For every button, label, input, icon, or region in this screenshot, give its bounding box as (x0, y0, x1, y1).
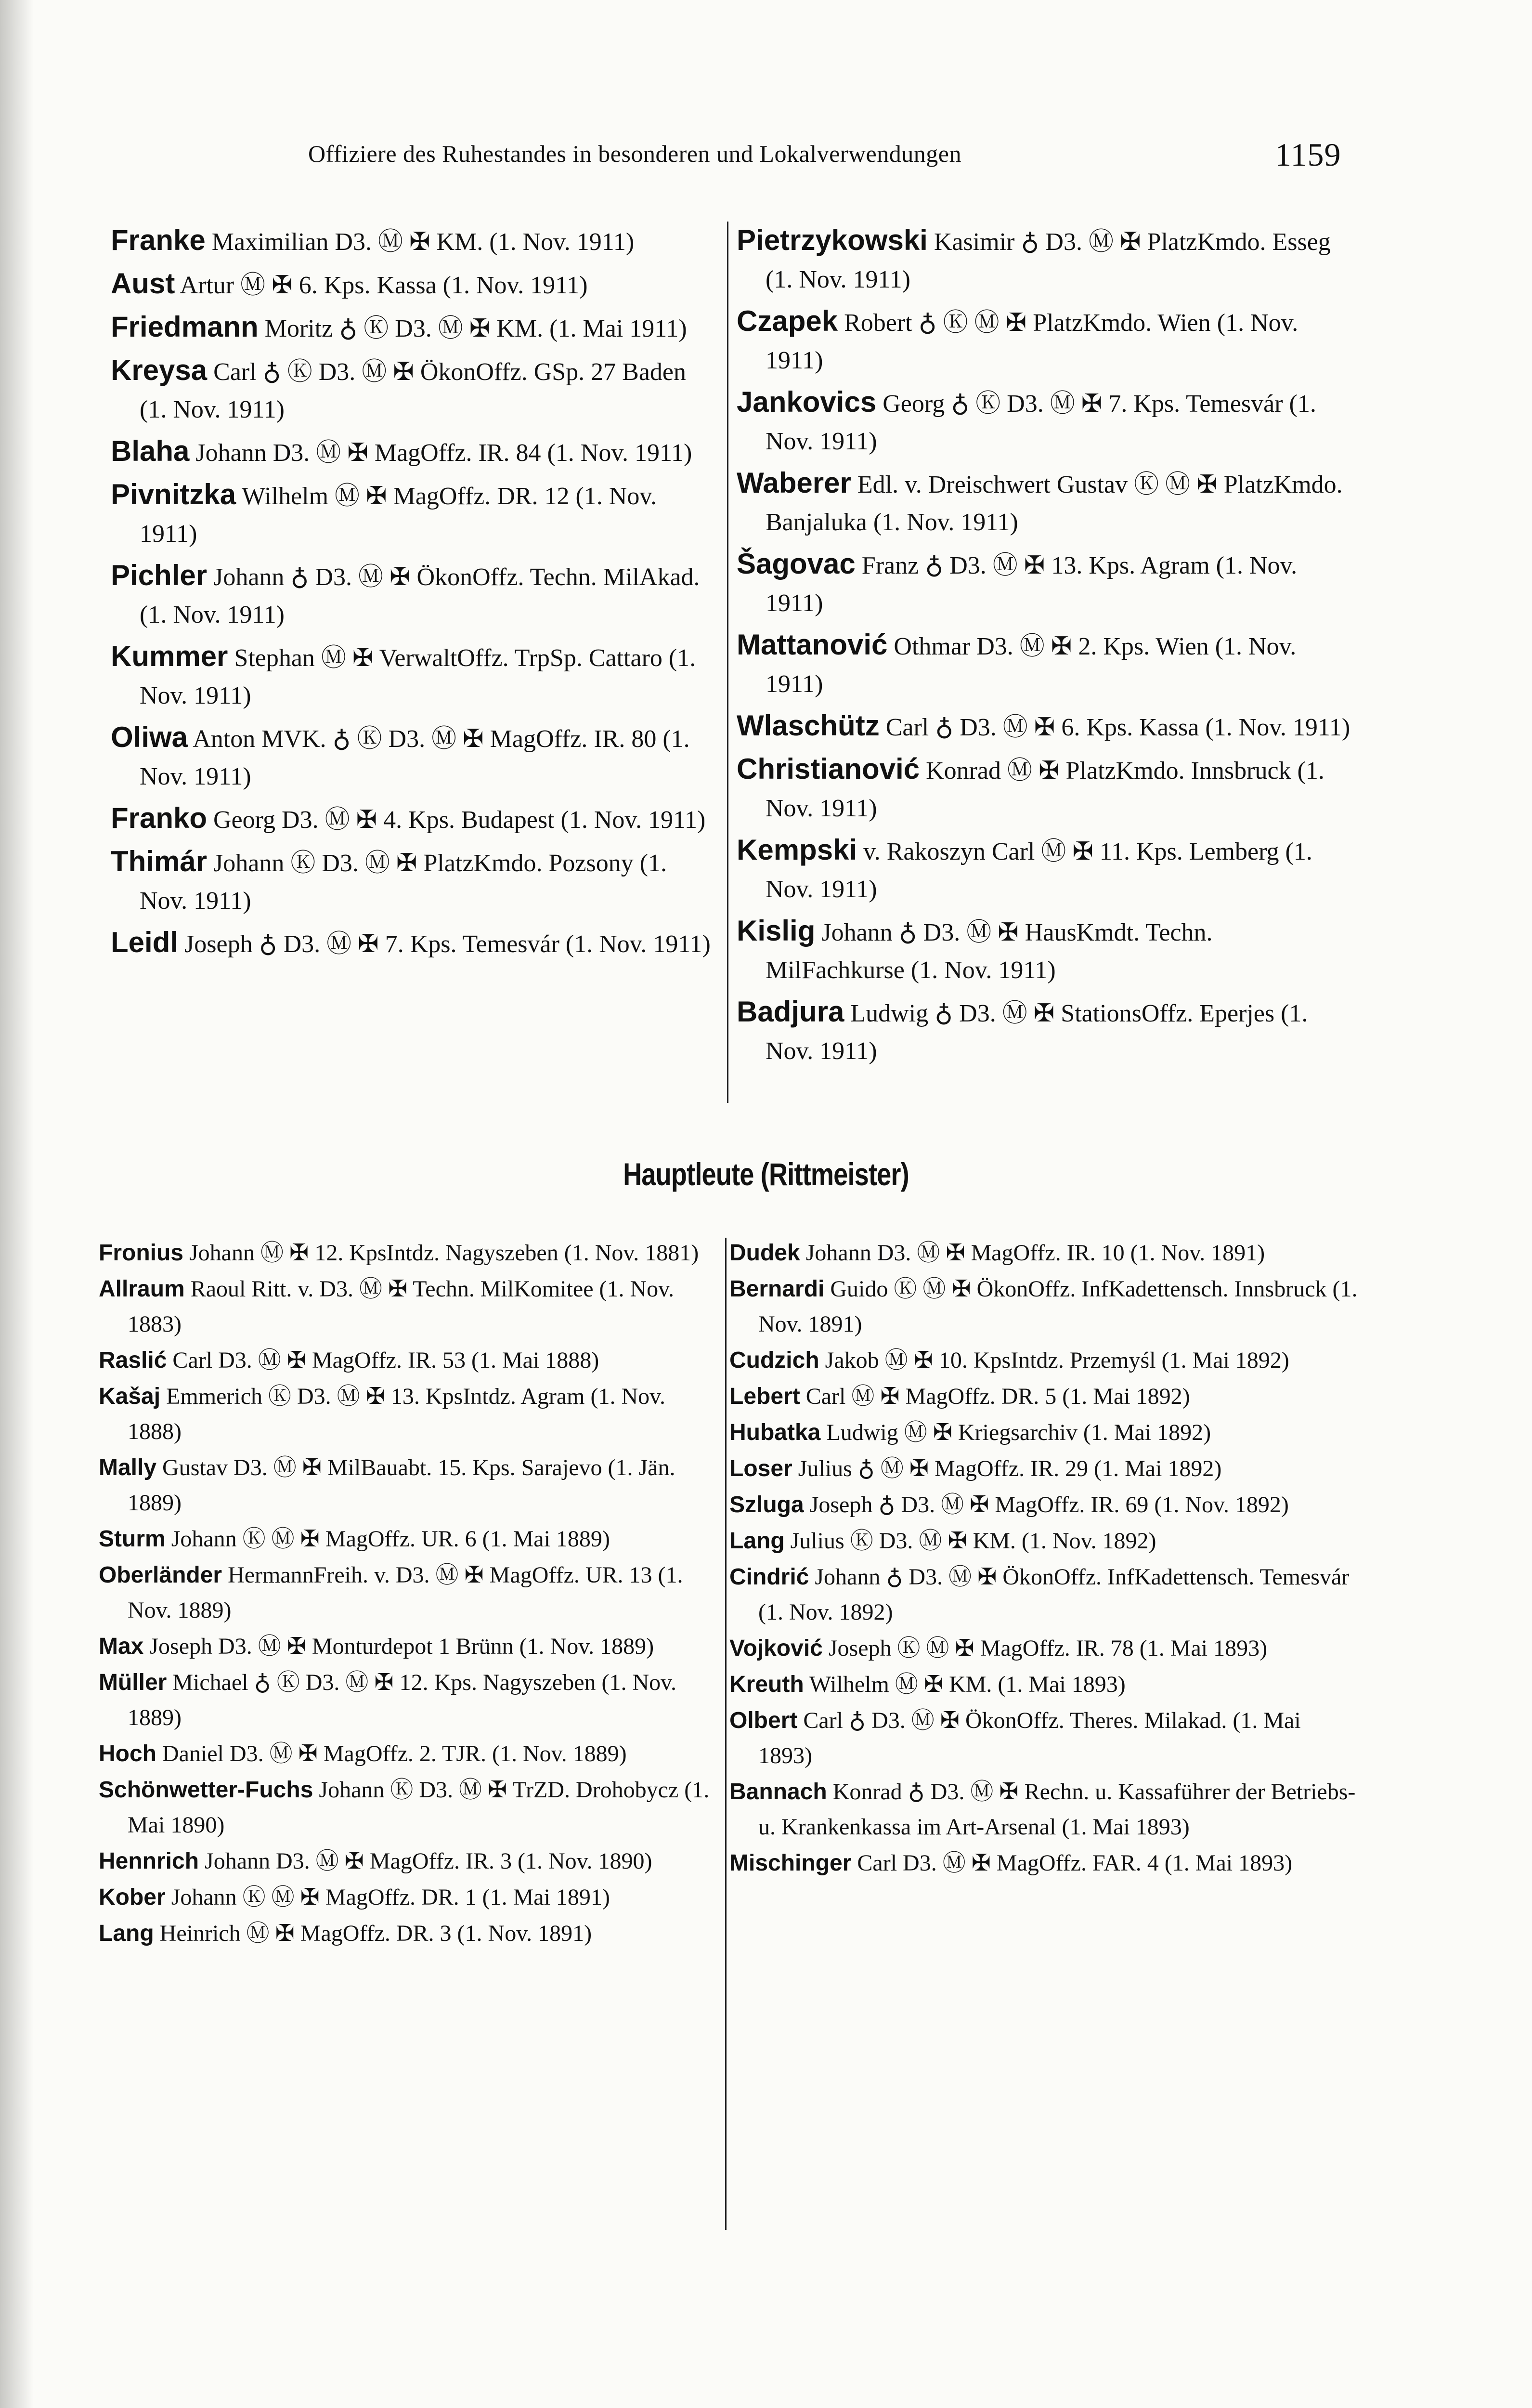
officer-entry (729, 1271, 1358, 1342)
officer-entry (99, 1235, 717, 1270)
officer-surname: Hubatka (729, 1420, 821, 1445)
officer-details: Anton MVK. ♁ Ⓚ D3. Ⓜ ✠ MagOffz. IR. 80 (1. Nov. 1911) (140, 725, 690, 790)
officer-details: Carl D3. Ⓜ ✠ MagOffz. IR. 53 (1. Mai 1888) (172, 1348, 599, 1373)
officer-entry (99, 1665, 717, 1735)
officer-entry (729, 1451, 1358, 1486)
officer-details: Ludwig Ⓜ ✠ Kriegsarchiv (1. Mai 1892) (826, 1420, 1211, 1445)
officer-entry (729, 1343, 1358, 1378)
officer-entry (99, 1379, 717, 1449)
officer-entry (99, 1271, 717, 1342)
officer-surname: Pivnitzka (111, 478, 236, 510)
officer-surname: Kober (99, 1885, 166, 1910)
officer-details: Carl ♁ D3. Ⓜ ✠ ÖkonOffz. Theres. Milakad. (1. Mai 1893) (758, 1708, 1301, 1768)
officer-entry (729, 1631, 1358, 1666)
officer-entry (729, 1415, 1358, 1450)
officer-details: Joseph ♁ D3. Ⓜ ✠ MagOffz. IR. 69 (1. Nov. 1892) (809, 1492, 1289, 1518)
officer-details: Franz ♁ D3. Ⓜ ✠ 13. Kps. Agram (1. Nov. 1911) (766, 552, 1298, 617)
officer-details: Maximilian D3. Ⓜ ✠ KM. (1. Nov. 1911) (211, 228, 635, 256)
officer-entry (737, 545, 1358, 622)
section1-left-column (111, 222, 718, 967)
officer-details: Johann D3. Ⓜ ✠ MagOffz. IR. 84 (1. Nov. 1911) (195, 439, 692, 467)
officer-details: Jakob Ⓜ ✠ 10. KpsIntdz. Przemyśl (1. Mai 1892) (825, 1348, 1289, 1373)
officer-entry (737, 993, 1358, 1070)
officer-entry (99, 1844, 717, 1879)
officer-surname: Lang (729, 1528, 785, 1554)
officer-surname: Franke (111, 224, 206, 256)
officer-details: Edl. v. Dreischwert Gustav Ⓚ Ⓜ ✠ PlatzKmdo. Banjaluka (1. Nov. 1911) (766, 471, 1343, 536)
officer-details: Wilhelm Ⓜ ✠ MagOffz. DR. 12 (1. Nov. 1911) (140, 483, 657, 548)
officer-details: Konrad ♁ D3. Ⓜ ✠ Rechn. u. Kassaführer der Betriebs- u. Krankenkassa im Art-Arsenal (1. Mai 1893) (758, 1779, 1356, 1840)
officer-surname: Mally (99, 1455, 157, 1480)
officer-surname: Pietrzykowski (737, 224, 928, 256)
officer-details: Johann Ⓚ Ⓜ ✠ MagOffz. DR. 1 (1. Mai 1891) (171, 1885, 610, 1910)
officer-surname: Waberer (737, 467, 851, 499)
officer-surname: Blaha (111, 435, 190, 467)
officer-surname: Wlaschütz (737, 709, 880, 742)
officer-details: Carl ♁ Ⓚ D3. Ⓜ ✠ ÖkonOffz. GSp. 27 Baden (1. Nov. 1911) (140, 358, 687, 423)
officer-surname: Lang (99, 1921, 154, 1946)
page-number: 1159 (1275, 136, 1341, 173)
officer-surname: Oberländer (99, 1562, 222, 1588)
officer-details: Joseph Ⓚ Ⓜ ✠ MagOffz. IR. 78 (1. Mai 1893) (828, 1636, 1268, 1661)
section2-right-column (729, 1235, 1358, 1882)
officer-entry (99, 1521, 717, 1557)
officer-surname: Czapek (737, 305, 838, 337)
officer-details: Stephan Ⓜ ✠ VerwaltOffz. TrpSp. Cattaro (1. Nov. 1911) (140, 644, 696, 709)
officer-surname: Cudzich (729, 1348, 819, 1373)
section-heading: Hauptleute (Rittmeister) (623, 1156, 909, 1192)
officer-surname: Müller (99, 1670, 167, 1695)
officer-surname: Allraum (99, 1276, 185, 1302)
officer-surname: Loser (729, 1456, 792, 1481)
officer-details: Johann ♁ D3. Ⓜ ✠ ÖkonOffz. InfKadettensch. Temesvár (1. Nov. 1892) (758, 1564, 1350, 1625)
officer-details: Carl D3. Ⓜ ✠ MagOffz. FAR. 4 (1. Mai 1893) (857, 1850, 1293, 1876)
officer-surname: Pichler (111, 559, 208, 591)
officer-details: Gustav D3. Ⓜ ✠ MilBauabt. 15. Kps. Sarajevo (1. Jän. 1889) (128, 1455, 675, 1516)
officer-surname: Hoch (99, 1741, 156, 1767)
officer-entry (111, 557, 718, 634)
officer-surname: Lebert (729, 1384, 800, 1409)
officer-details: Joseph D3. Ⓜ ✠ Monturdepot 1 Brünn (1. Nov. 1889) (149, 1634, 654, 1659)
officer-details: Johann D3. Ⓜ ✠ MagOffz. IR. 10 (1. Nov. 1891) (805, 1240, 1265, 1266)
officer-details: Johann Ⓚ D3. Ⓜ ✠ TrZD. Drohobycz (1. Mai 1890) (128, 1777, 710, 1838)
officer-details: Carl ♁ D3. Ⓜ ✠ 6. Kps. Kassa (1. Nov. 1911) (885, 714, 1350, 741)
officer-surname: Friedmann (111, 311, 259, 343)
officer-surname: Jankovics (737, 386, 877, 418)
officer-surname: Hennrich (99, 1848, 199, 1874)
officer-details: Johann Ⓚ Ⓜ ✠ MagOffz. UR. 6 (1. Mai 1889) (171, 1526, 610, 1552)
officer-entry (111, 719, 718, 796)
officer-surname: Vojković (729, 1636, 823, 1661)
officer-details: Julius Ⓚ D3. Ⓜ ✠ KM. (1. Nov. 1892) (790, 1528, 1156, 1554)
officer-entry (737, 831, 1358, 908)
officer-entry (99, 1880, 717, 1915)
officer-entry (729, 1379, 1358, 1414)
officer-entry (729, 1523, 1358, 1558)
officer-details: Carl Ⓜ ✠ MagOffz. DR. 5 (1. Mai 1892) (805, 1384, 1190, 1409)
officer-details: Johann Ⓚ D3. Ⓜ ✠ PlatzKmdo. Pozsony (1. Nov. 1911) (140, 850, 667, 915)
officer-entry (99, 1629, 717, 1664)
officer-entry (737, 750, 1358, 827)
officer-surname: Franko (111, 802, 208, 834)
officer-entry (111, 352, 718, 429)
page-edge-shadow (0, 0, 34, 2408)
officer-details: Robert ♁ Ⓚ Ⓜ ✠ PlatzKmdo. Wien (1. Nov. 1911) (766, 309, 1298, 374)
officer-details: Wilhelm Ⓜ ✠ KM. (1. Mai 1893) (809, 1672, 1126, 1697)
officer-surname: Max (99, 1634, 144, 1659)
officer-entry (111, 924, 718, 963)
officer-details: Johann ♁ D3. Ⓜ ✠ HausKmdt. Techn. MilFachkurse (1. Nov. 1911) (766, 919, 1213, 984)
officer-surname: Thimár (111, 845, 208, 877)
officer-details: Johann Ⓜ ✠ 12. KpsIntdz. Nagyszeben (1. Nov. 1881) (189, 1240, 699, 1266)
officer-entry (737, 707, 1358, 746)
officer-surname: Kreysa (111, 354, 208, 386)
officer-surname: Mattanović (737, 628, 888, 661)
officer-entry (729, 1667, 1358, 1702)
officer-entry (729, 1774, 1358, 1845)
officer-entry (99, 1343, 717, 1378)
officer-details: Georg ♁ Ⓚ D3. Ⓜ ✠ 7. Kps. Temesvár (1. Nov. 1911) (766, 390, 1316, 455)
officer-entry (99, 1557, 717, 1628)
officer-surname: Dudek (729, 1240, 800, 1266)
officer-details: Emmerich Ⓚ D3. Ⓜ ✠ 13. KpsIntdz. Agram (1. Nov. 1888) (128, 1384, 666, 1444)
officer-surname: Šagovac (737, 548, 856, 580)
officer-entry (729, 1559, 1358, 1630)
officer-details: Guido Ⓚ Ⓜ ✠ ÖkonOffz. InfKadettensch. Innsbruck (1. Nov. 1891) (758, 1276, 1358, 1337)
officer-entry (729, 1703, 1358, 1773)
officer-surname: Szluga (729, 1492, 804, 1518)
column-divider (727, 222, 728, 1103)
officer-entry (111, 222, 718, 261)
officer-entry (111, 476, 718, 553)
officer-entry (729, 1235, 1358, 1270)
officer-entry (737, 302, 1358, 380)
officer-details: Michael ♁ Ⓚ D3. Ⓜ ✠ 12. Kps. Nagyszeben (1. Nov. 1889) (128, 1670, 677, 1730)
officer-surname: Kreuth (729, 1672, 804, 1697)
officer-entry (111, 638, 718, 715)
section2-left-column (99, 1235, 717, 1952)
officer-surname: Cindrić (729, 1564, 809, 1590)
officer-details: Johann ♁ D3. Ⓜ ✠ ÖkonOffz. Techn. MilAkad. (1. Nov. 1911) (140, 563, 700, 628)
officer-entry (111, 843, 718, 920)
officer-surname: Mischinger (729, 1850, 852, 1876)
officer-surname: Kummer (111, 640, 228, 672)
officer-details: Johann D3. Ⓜ ✠ MagOffz. IR. 3 (1. Nov. 1890) (205, 1848, 652, 1874)
officer-entry (737, 383, 1358, 460)
officer-entry (99, 1736, 717, 1771)
officer-surname: Schönwetter-Fuchs (99, 1777, 313, 1803)
officer-surname: Fronius (99, 1240, 183, 1266)
officer-surname: Oliwa (111, 721, 188, 753)
officer-surname: Bannach (729, 1779, 827, 1805)
officer-surname: Christianović (737, 753, 920, 785)
officer-entry (737, 464, 1358, 541)
officer-entry (111, 432, 718, 472)
officer-entry (737, 222, 1358, 299)
officer-details: v. Rakoszyn Carl Ⓜ ✠ 11. Kps. Lemberg (1. Nov. 1911) (766, 838, 1312, 903)
officer-surname: Bernardi (729, 1276, 825, 1302)
officer-surname: Sturm (99, 1526, 166, 1552)
officer-surname: Raslić (99, 1348, 167, 1373)
officer-surname: Kašaj (99, 1384, 161, 1409)
officer-surname: Kislig (737, 915, 816, 947)
officer-details: Georg D3. Ⓜ ✠ 4. Kps. Budapest (1. Nov. 1911) (213, 806, 706, 834)
officer-surname: Kempski (737, 834, 857, 866)
officer-details: Julius ♁ Ⓜ ✠ MagOffz. IR. 29 (1. Mai 1892) (798, 1456, 1222, 1481)
officer-entry (99, 1772, 717, 1843)
officer-details: Othmar D3. Ⓜ ✠ 2. Kps. Wien (1. Nov. 1911) (766, 633, 1297, 698)
running-title: Offiziere des Ruhestandes in besonderen und Lokalverwendungen (308, 140, 961, 167)
officer-entry (729, 1845, 1358, 1881)
officer-details: Konrad Ⓜ ✠ PlatzKmdo. Innsbruck (1. Nov. 1911) (766, 757, 1324, 822)
officer-surname: Olbert (729, 1708, 798, 1733)
officer-entry (99, 1450, 717, 1520)
officer-details: Daniel D3. Ⓜ ✠ MagOffz. 2. TJR. (1. Nov. 1889) (162, 1741, 627, 1767)
officer-details: Moritz ♁ Ⓚ D3. Ⓜ ✠ KM. (1. Mai 1911) (264, 315, 687, 342)
officer-entry (737, 912, 1358, 989)
officer-surname: Badjura (737, 995, 844, 1028)
officer-surname: Aust (111, 267, 175, 300)
officer-entry (729, 1487, 1358, 1522)
officer-details: HermannFreih. v. D3. Ⓜ ✠ MagOffz. UR. 13 (1. Nov. 1889) (128, 1562, 683, 1623)
officer-details: Ludwig ♁ D3. Ⓜ ✠ StationsOffz. Eperjes (1. Nov. 1911) (766, 1000, 1308, 1065)
officer-entry (111, 799, 718, 839)
officer-details: Joseph ♁ D3. Ⓜ ✠ 7. Kps. Temesvár (1. Nov. 1911) (184, 930, 711, 958)
officer-entry (99, 1916, 717, 1951)
officer-surname: Leidl (111, 926, 179, 958)
officer-entry (737, 626, 1358, 703)
officer-entry (111, 308, 718, 348)
officer-details: Artur Ⓜ ✠ 6. Kps. Kassa (1. Nov. 1911) (180, 272, 588, 299)
section1-right-column (737, 222, 1358, 1074)
officer-details: Raoul Ritt. v. D3. Ⓜ ✠ Techn. MilKomitee (1. Nov. 1883) (128, 1276, 675, 1337)
column-divider (725, 1238, 727, 2230)
officer-details: Kasimir ♁ D3. Ⓜ ✠ PlatzKmdo. Esseg (1. Nov. 1911) (766, 228, 1331, 293)
officer-entry (111, 265, 718, 304)
officer-details: Heinrich Ⓜ ✠ MagOffz. DR. 3 (1. Nov. 1891) (159, 1921, 592, 1946)
